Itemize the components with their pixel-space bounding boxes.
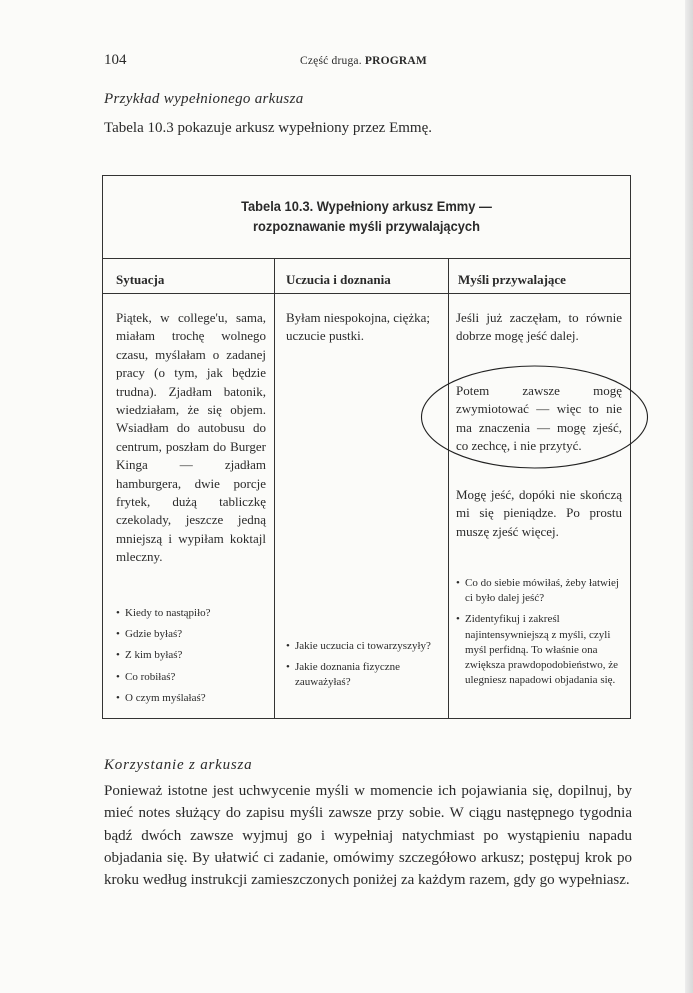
prompt-item: • Jakie doznania fizyczne zauważyłaś? [286,660,436,690]
prompt-item: • Co do siebie mówiłaś, żeby łatwiej ci było dalej jeść? [456,576,622,606]
prompt-item: • Z kim byłaś? [116,648,266,663]
situation-prompts [116,606,266,706]
table-divider-header [103,293,630,294]
table-divider-top [103,258,630,259]
situation-text: Piątek, w college'u, sama, miałam trochę wolnego czasu, myślałam o zadanej pracy (o tym, jak będzie trudna). Zjadłam batonik, wiedziałam, że się objem. Wsiadłam do autobusu do centrum, poszłam do Burger Kinga — zjadłam hamburgera, dwie porcje frytek, dużą tabliczkę czekolady, jeszcze jedną mniejszą i wypiłam koktajl mleczny. [116,310,266,565]
prompt-item: • Co robiłaś? [116,670,266,685]
thought-2-perfidious: Potem zawsze mogę zwymiotować — więc to nie ma znaczenia — mogę zjeść, co zechcę, i nie przytyć. [456,383,622,454]
page-number: 104 [104,52,127,68]
column-divider-1 [274,258,275,718]
worksheet-table [102,175,631,719]
column-header-situation: Sytuacja [116,272,165,287]
page-edge-shadow [685,0,693,993]
running-head-bold: PROGRAM [364,55,427,67]
intro-text: Tabela 10.3 pokazuje arkusz wypełniony przez Emmę. [104,120,432,136]
feelings-text: Byłam niespokojna, ciężka; uczucie pustki. [286,310,431,344]
feelings-prompts [286,639,436,691]
section-title: Przykład wypełnionego arkusza [104,91,304,107]
table-title-line-1: Tabela 10.3. Wypełniony arkusz Emmy — [241,198,492,214]
thoughts-prompts [456,576,622,688]
table-title-line-2: rozpoznawanie myśli przywalających [253,218,480,234]
thought-3: Mogę jeść, dopóki nie skończą mi się pieniądze. Po prostu muszę zjeść więcej. [456,487,622,539]
prompt-item: • Zidentyfikuj i zakreśl najintensywniejszą z myśli, czyli myśl perfidną. To właśnie ona zwiększa prawdopodobieństwo, że ulegniesz napadowi objadania się. [456,612,622,688]
prompt-item: • Kiedy to nastąpiło? [116,606,266,621]
column-divider-2 [448,258,449,718]
table-title [124,196,609,236]
column-header-thoughts: Myśli przywalające [458,272,566,287]
body-paragraph: Ponieważ istotne jest uchwycenie myśli w momencie ich pojawiania się, dopilnuj, by mieć notes służący do zapisu myśli zawsze przy sobie. W ciągu następnego tygodnia bądź dwóch zawsze wyjmuj go i wypełniaj natychmiast po wystąpieniu napadu objadania się. By ułatwić ci zadanie, omówimy szczegółowo arkusz; postępuj krok po kroku według instrukcji zamieszczonych poniżej za każdym razem, gdy go wypełniasz. [104,783,632,889]
subsection-title: Korzystanie z arkusza [104,757,253,773]
running-head [300,55,427,67]
prompt-item: • Gdzie byłaś? [116,627,266,642]
prompt-item: • Jakie uczucia ci towarzyszyły? [286,639,436,654]
prompt-item: • O czym myślałaś? [116,691,266,706]
thought-1: Jeśli już zaczęłam, to równie dobrze mogę jeść dalej. [456,310,622,344]
column-header-feelings: Uczucia i doznania [286,272,391,287]
running-head-prefix: Część druga. [300,55,362,67]
